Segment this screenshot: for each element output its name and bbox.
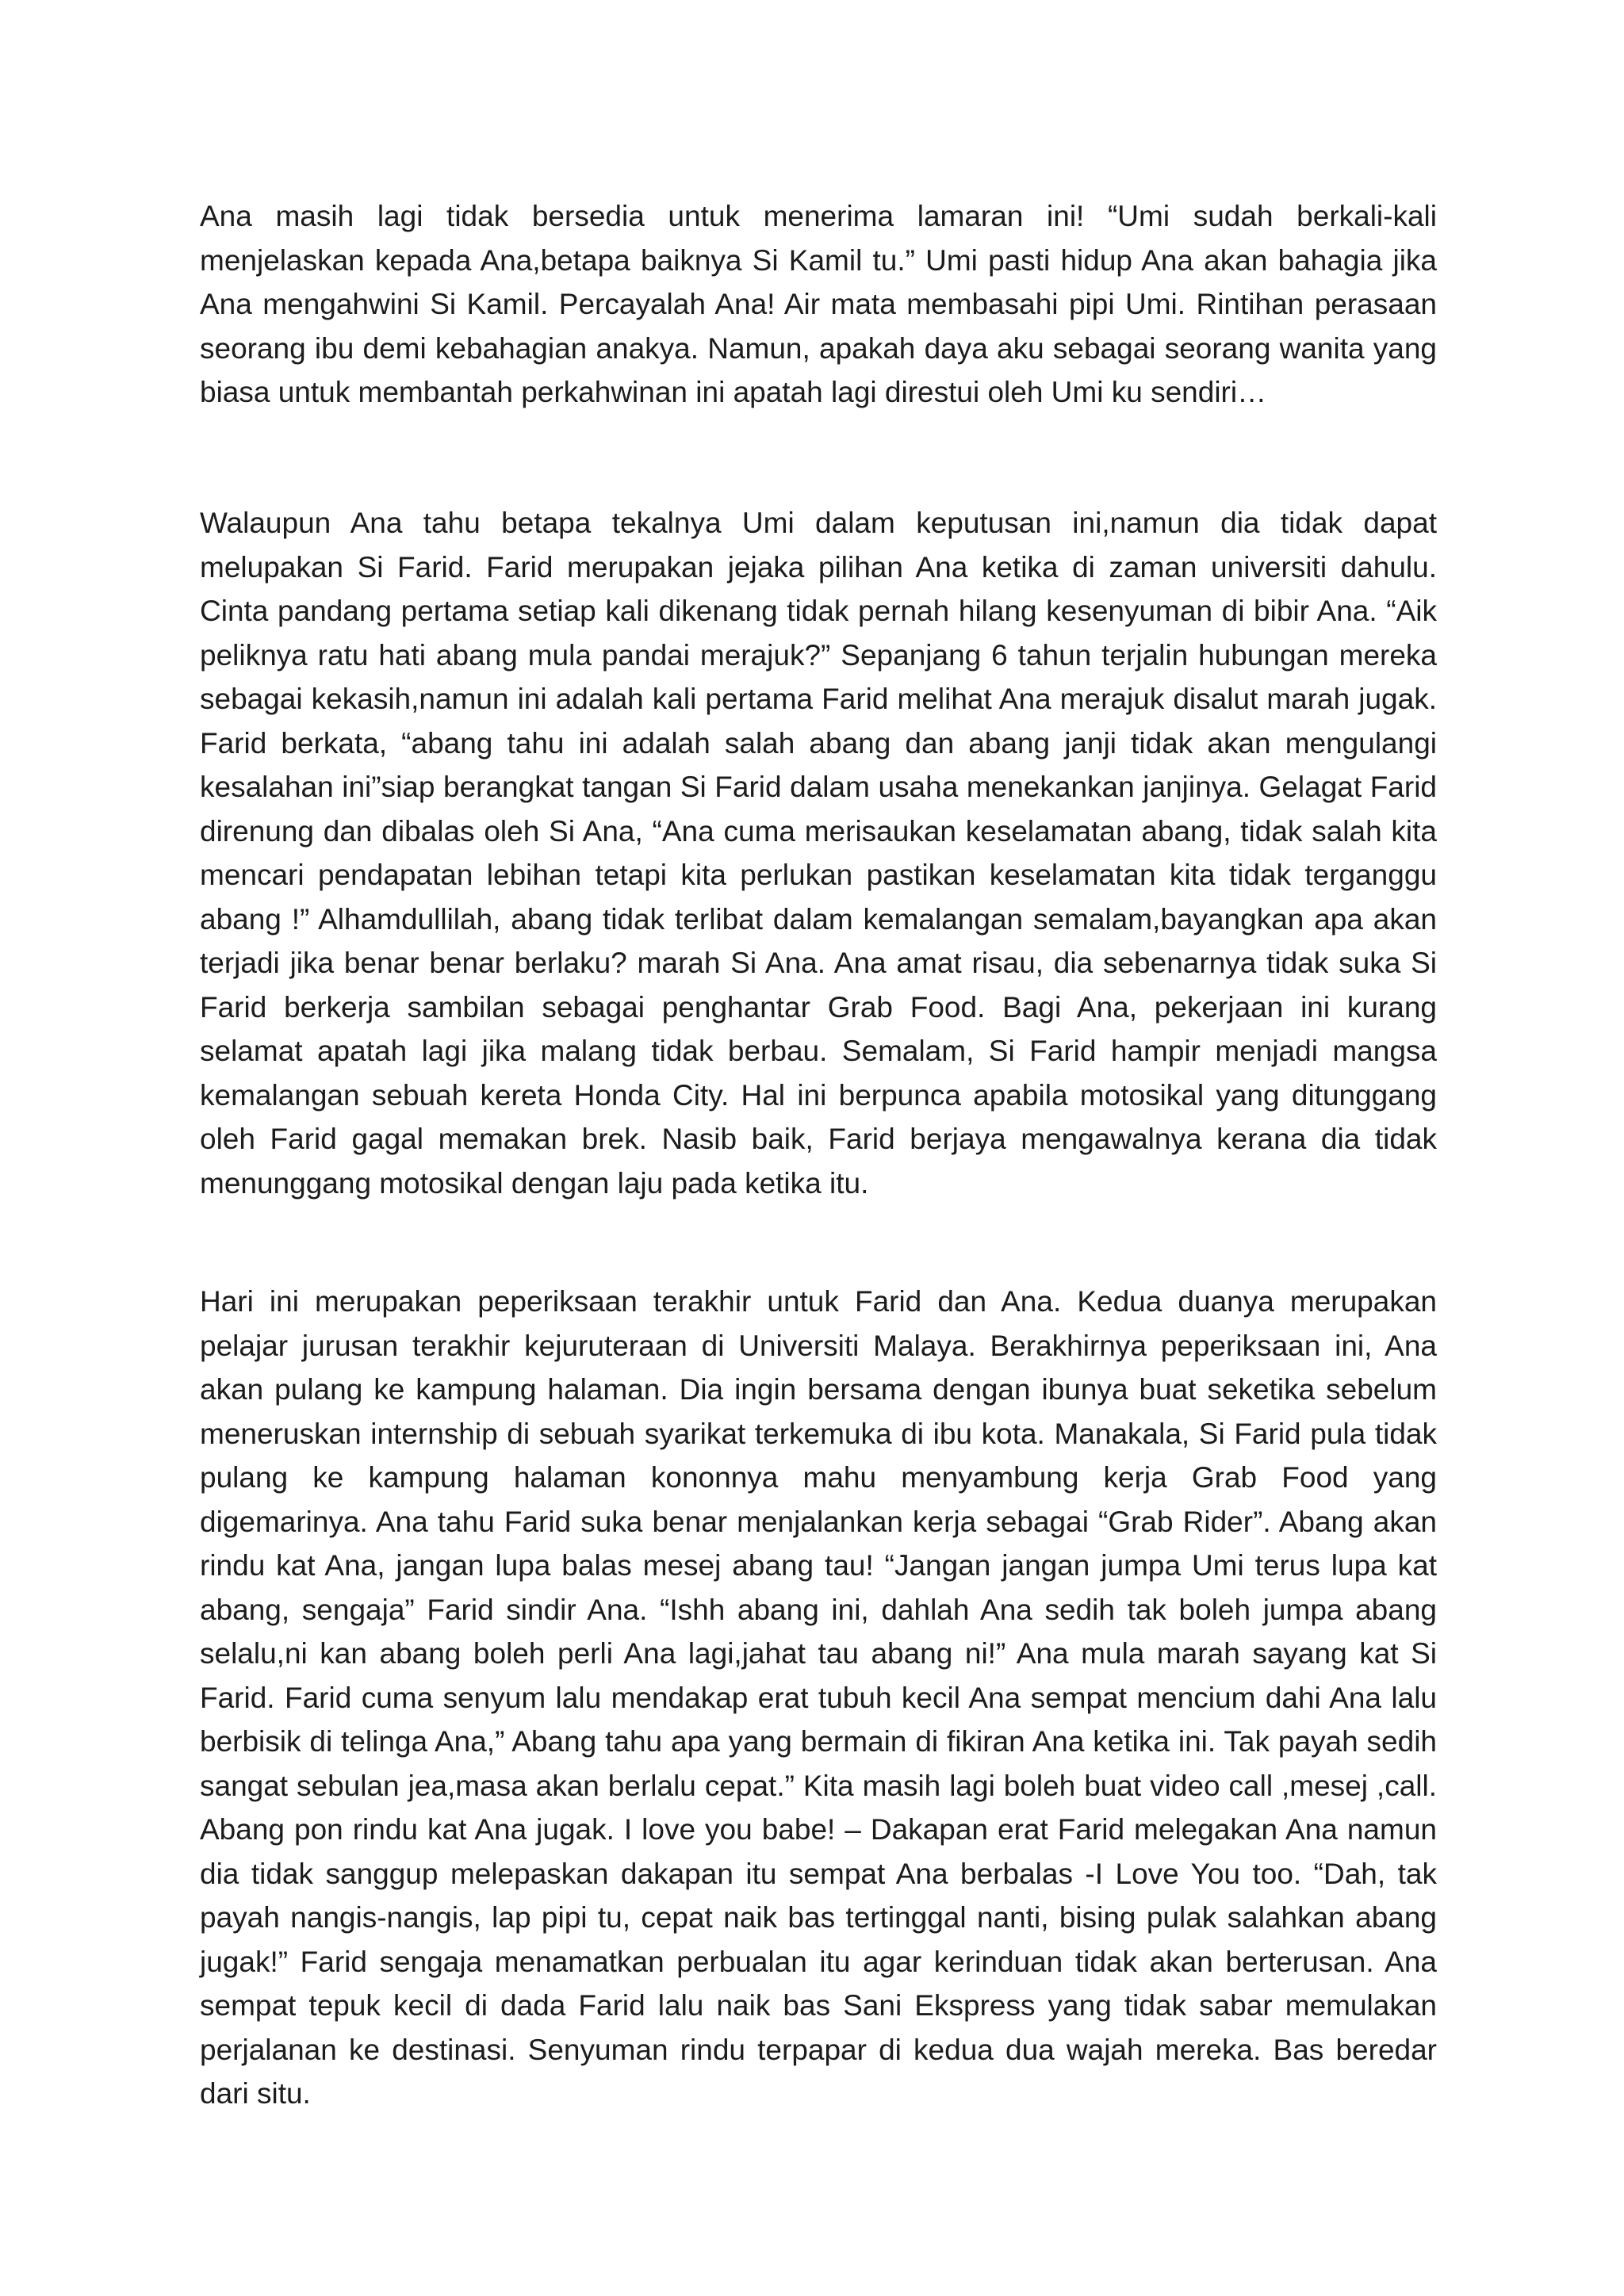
paragraph-3: Hari ini merupakan peperiksaan terakhir untuk Farid dan Ana. Kedua duanya merupakan pelajar jurusan terakhir kejuruteraan di Universiti Malaya. Berakhirnya peperiksaan ini, Ana akan pulang ke kampung halaman. Dia ingin bersama dengan ibunya buat seketika sebelum meneruskan internship di sebuah syarikat terkemuka di ibu kota. Manakala, Si Farid pula tidak pulang ke kampung halaman kononnya mahu menyambung kerja Grab Food yang digemarinya. Ana tahu Farid suka benar menjalankan kerja sebagai “Grab Rider”. Abang akan rindu kat Ana, jangan lupa balas mesej abang tau! “Jangan jangan jumpa Umi terus lupa kat abang, sengaja” Farid sindir Ana. “Ishh abang ini, dahlah Ana sedih tak boleh jumpa abang selalu,ni kan abang boleh perli Ana lagi,jahat tau abang ni!” Ana mula marah sayang kat Si Farid. Farid cuma senyum lalu mendakap erat tubuh kecil Ana sempat mencium dahi Ana lalu berbisik di telinga Ana,” Abang tahu apa yang bermain di fikiran Ana ketika ini. Tak payah sedih sangat sebulan jea,masa akan berlalu cepat.” Kita masih lagi boleh buat video call ,mesej ,call. Abang pon rindu kat Ana jugak. I love you babe! – Dakapan erat Farid melegakan Ana namun dia tidak sanggup melepaskan dakapan itu sempat Ana berbalas -I Love You too. “Dah, tak payah nangis-nangis, lap pipi tu, cepat naik bas tertinggal nanti, bising pulak salahkan abang jugak!” Farid sengaja menamatkan perbualan itu agar kerinduan tidak akan berterusan. Ana sempat tepuk kecil di dada Farid lalu naik bas Sani Ekspress yang tidak sabar memulakan perjalanan ke destinasi. Senyuman rindu terpapar di kedua dua wajah mereka. Bas beredar dari situ. xyxy=(200,1285,1437,2110)
paragraph-1: Ana masih lagi tidak bersedia untuk menerima lamaran ini! “Umi sudah berkali-kali menjelaskan kepada Ana,betapa baiknya Si Kamil tu.” Umi pasti hidup Ana akan bahagia jika Ana mengahwini Si Kamil. Percayalah Ana! Air mata membasahi pipi Umi. Rintihan perasaan seorang ibu demi kebahagian anakya. Namun, apakah daya aku sebagai seorang wanita yang biasa untuk membantah perkahwinan ini apatah lagi direstui oleh Umi ku sendiri… xyxy=(200,200,1437,408)
paragraph-2: Walaupun Ana tahu betapa tekalnya Umi dalam keputusan ini,namun dia tidak dapat melupakan Si Farid. Farid merupakan jejaka pilihan Ana ketika di zaman universiti dahulu. Cinta pandang pertama setiap kali dikenang tidak pernah hilang kesenyuman di bibir Ana. “Aik peliknya ratu hati abang mula pandai merajuk?” Sepanjang 6 tahun terjalin hubungan mereka sebagai kekasih,namun ini adalah kali pertama Farid melihat Ana merajuk disalut marah jugak. Farid berkata, “abang tahu ini adalah salah abang dan abang janji tidak akan mengulangi kesalahan ini”siap berangkat tangan Si Farid dalam usaha menekankan janjinya. Gelagat Farid direnung dan dibalas oleh Si Ana, “Ana cuma merisaukan keselamatan abang, tidak salah kita mencari pendapatan lebihan tetapi kita perlukan pastikan keselamatan kita tidak terganggu abang !” Alhamdullilah, abang tidak terlibat dalam kemalangan semalam,bayangkan apa akan terjadi jika benar benar berlaku? marah Si Ana. Ana amat risau, dia sebenarnya tidak suka Si Farid berkerja sambilan sebagai penghantar Grab Food. Bagi Ana, pekerjaan ini kurang selamat apatah lagi jika malang tidak berbau. Semalam, Si Farid hampir menjadi mangsa kemalangan sebuah kereta Honda City. Hal ini berpunca apabila motosikal yang ditunggang oleh Farid gagal memakan brek. Nasib baik, Farid berjaya mengawalnya kerana dia tidak menunggang motosikal dengan laju pada ketika itu. xyxy=(200,507,1437,1200)
